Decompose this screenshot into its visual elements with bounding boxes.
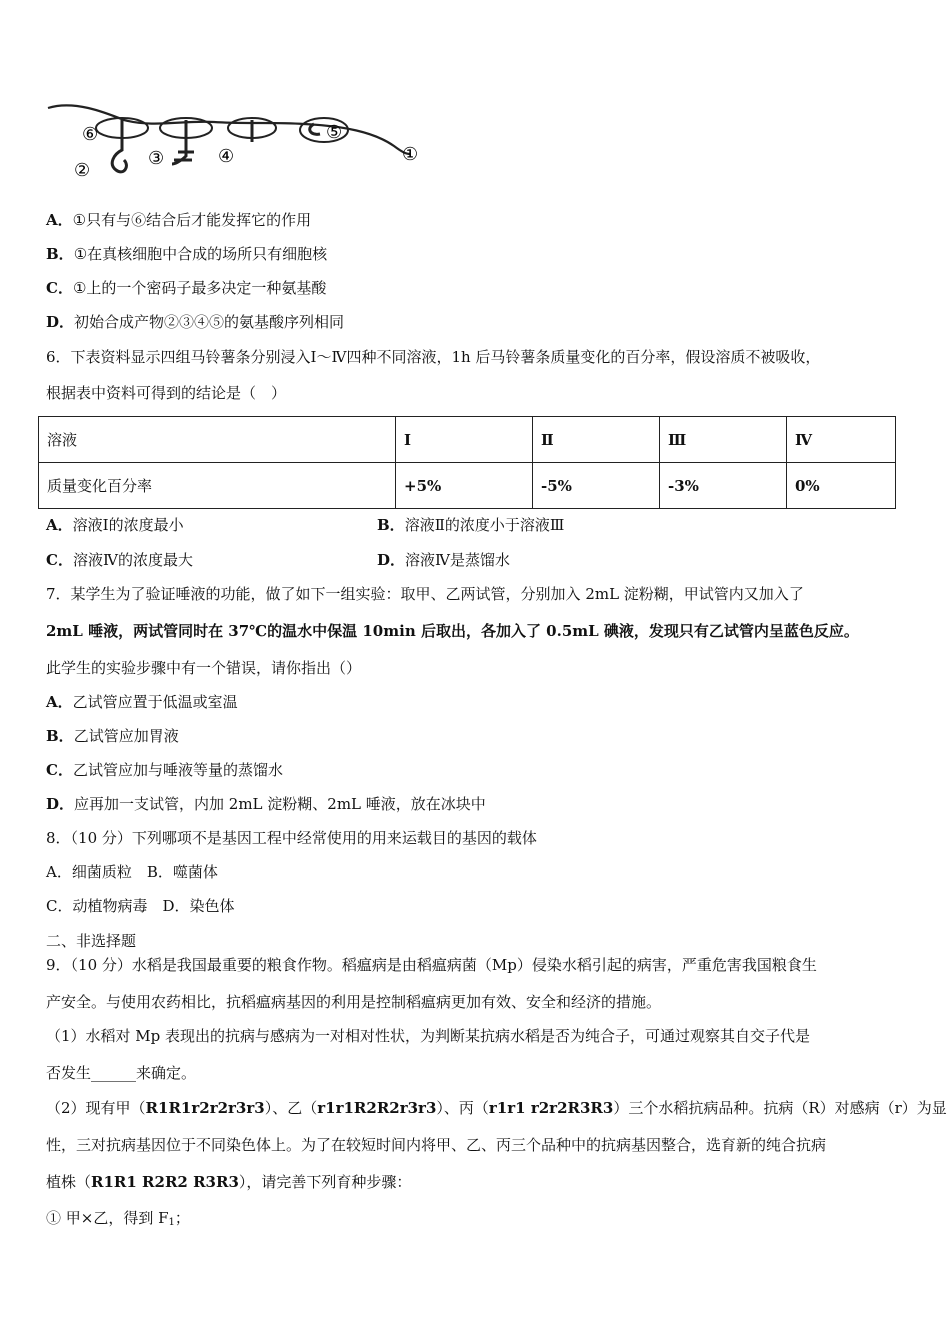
q8-stem: 8．（10 分）下列哪项不是基因工程中经常使用的用来运载目的基因的载体 xyxy=(46,829,537,847)
genotype-target: R1R1 R2R2 R3R3 xyxy=(91,1173,239,1191)
table-row xyxy=(39,417,896,463)
polypeptide-2 xyxy=(112,120,126,172)
table-header-cell: Ⅳ xyxy=(787,417,896,463)
q9-stem-line1: 9．（10 分）水稻是我国最重要的粮食作物。稻瘟病是由稻瘟病菌（Mp）侵染水稻引起的病害，严重危害我国粮食生 xyxy=(46,956,817,974)
q9-step1: ① 甲×乙，得到 $F_1$； xyxy=(46,1209,190,1228)
label-4: ④ xyxy=(218,146,235,167)
q7-option-c: C．乙试管应加与唾液等量的蒸馏水 xyxy=(46,761,283,779)
section-title: 二、非选择题 xyxy=(46,932,137,950)
q6-option-a: A．溶液Ⅰ的浓度最小 xyxy=(46,516,184,534)
q7-stem-line3: 此学生的实验步骤中有一个错误，请你指出（） xyxy=(46,659,362,677)
q7-stem-line1: 7．某学生为了验证唾液的功能，做了如下一组实验：取甲、乙两试管，分别加入 2mL 淀粉糊，甲试管内又加入了 xyxy=(46,585,804,603)
genotype-bing: r1r1 r2r2R3R3 xyxy=(488,1099,614,1117)
q5-option-c: C．①上的一个密码子最多决定一种氨基酸 xyxy=(46,279,327,297)
translation-diagram xyxy=(44,92,434,188)
q7-stem-line2: 2mL 唾液，两试管同时在 37℃的温水中保温 10min 后取出，各加入了 0.5mL 碘液，发现只有乙试管内呈蓝色反应。 xyxy=(46,622,859,640)
q8-options-line1: A．细菌质粒 B．噬菌体 xyxy=(46,863,218,881)
q9-stem-line2: 产安全。与使用农药相比，抗稻瘟病基因的利用是控制稻瘟病更加有效、安全和经济的措施。 xyxy=(46,993,662,1011)
label-3: ③ xyxy=(148,148,165,169)
label-5: ⑤ xyxy=(326,122,343,143)
q9-part2-line3: 植株（R1R1 R2R2 R3R3），请完善下列育种步骤： xyxy=(46,1173,412,1191)
table-cell: +5% xyxy=(396,463,533,509)
q7-option-a: A．乙试管应置于低温或室温 xyxy=(46,693,238,711)
table-header-cell: Ⅱ xyxy=(533,417,660,463)
q9-part1-line1: （1）水稻对 Mp 表现出的抗病与感病为一对相对性状，为判断某抗病水稻是否为纯合子，可通过观察其自交子代是 xyxy=(46,1027,811,1045)
table-header-cell: 溶液 xyxy=(39,417,396,463)
polypeptide-3 xyxy=(172,120,194,164)
label-2: ② xyxy=(74,160,91,181)
q6-table xyxy=(38,416,896,509)
q6-stem-line2: 根据表中资料可得到的结论是（ ） xyxy=(46,384,287,402)
table-cell: -3% xyxy=(660,463,787,509)
label-1: ① xyxy=(402,144,419,165)
q6-option-c: C．溶液Ⅳ的浓度最大 xyxy=(46,551,193,569)
q5-option-b: B．①在真核细胞中合成的场所只有细胞核 xyxy=(46,245,328,263)
table-header-cell: Ⅰ xyxy=(396,417,533,463)
q9-part1-line2: 否发生______来确定。 xyxy=(46,1064,197,1082)
table-cell: -5% xyxy=(533,463,660,509)
q6-option-d: D．溶液Ⅳ是蒸馏水 xyxy=(377,551,511,569)
q9-part2-line1: （2）现有甲（R1R1r2r2r3r3）、乙（r1r1R2R2r3r3）、丙（r1r1 r2r2R3R3）三个水稻抗病品种。抗病（R）对感病（r）为显 xyxy=(46,1099,947,1117)
q5-option-d: D．初始合成产物②③④⑤的氨基酸序列相同 xyxy=(46,313,345,331)
table-header-cell: Ⅲ xyxy=(660,417,787,463)
table-row xyxy=(39,463,896,509)
genotype-jia: R1R1r2r2r3r3 xyxy=(145,1099,265,1117)
genotype-yi: r1r1R2R2r3r3 xyxy=(317,1099,437,1117)
q8-options-line2: C．动植物病毒 D．染色体 xyxy=(46,897,235,915)
table-cell: 0% xyxy=(787,463,896,509)
table-cell: 质量变化百分率 xyxy=(39,463,396,509)
q7-option-b: B．乙试管应加胃液 xyxy=(46,727,179,745)
q6-stem-line1: 6．下表资料显示四组马铃薯条分别浸入Ⅰ～Ⅳ四种不同溶液，1h 后马铃薯条质量变化的百分率，假设溶质不被吸收， xyxy=(46,348,821,366)
q7-option-d: D．应再加一支试管，内加 2mL 淀粉糊、2mL 唾液，放在冰块中 xyxy=(46,795,486,813)
q9-part2-line2: 性，三对抗病基因位于不同染色体上。为了在较短时间内将甲、乙、丙三个品种中的抗病基因整合，选育新的纯合抗病 xyxy=(46,1136,827,1154)
q5-option-a: A．①只有与⑥结合后才能发挥它的作用 xyxy=(46,211,312,229)
label-6: ⑥ xyxy=(82,124,99,145)
q6-option-b: B．溶液Ⅱ的浓度小于溶液Ⅲ xyxy=(377,516,565,534)
